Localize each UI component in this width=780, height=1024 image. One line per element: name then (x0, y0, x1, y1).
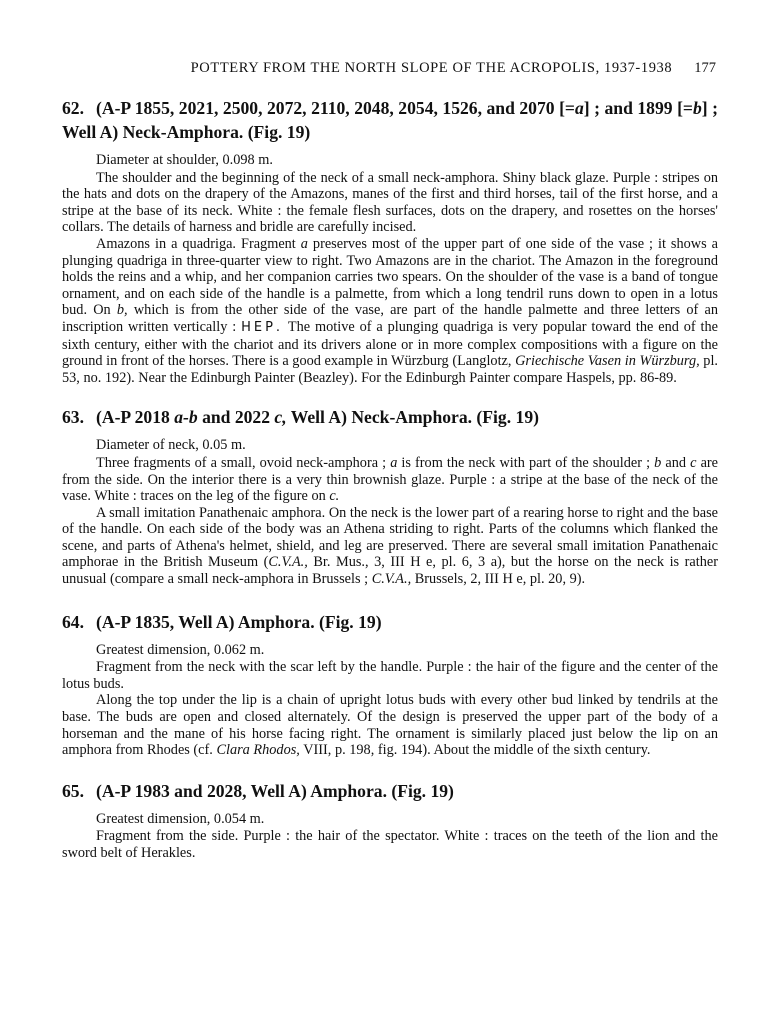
catalogue-entry-62 (62, 96, 718, 386)
dimension-line: Diameter at shoulder, 0.098 m. (96, 152, 273, 168)
entry-heading: 65. (A-P 1983 and 2028, Well A) Amphora. (Fig. 19) (62, 780, 454, 801)
entry-heading: 64. (A-P 1835, Well A) Amphora. (Fig. 19) (62, 611, 382, 632)
inscription: ΗΕΡ. (241, 319, 284, 335)
catalogue-entry-64 (62, 610, 718, 759)
entry-body (62, 642, 718, 759)
page-number: 177 (694, 60, 716, 76)
entry-heading: 62. (A-P 1855, 2021, 2500, 2072, 2110, 2048, 2054, 1526, and 2070 [=a] ; and 1899 [=b] ; Well A) Neck-Amphora. (Fig. 19) (62, 98, 718, 142)
main-content (62, 96, 718, 876)
entry-number: 65. (62, 780, 84, 801)
entry-body (62, 152, 718, 386)
dimension-line: Greatest dimension, 0.054 m. (96, 810, 265, 827)
description-paragraph: Fragment from the side. Purple : the hair of the spectator. White : traces on the teeth of the lion and the sword belt of Herakles. (62, 828, 718, 861)
entry-body (62, 811, 718, 862)
entry-number: 62. (62, 98, 84, 118)
entry-number: 64. (62, 611, 84, 632)
description-paragraph: The shoulder and the beginning of the neck of a small neck-amphora. Shiny black glaze. Purple : stripes on the hats and dots on the drapery of the Amazons, manes of the first and third horses, tail of the first horse, and a stripe at the base of its neck. White : the female flesh surfaces, dots on the drapery, and rosettes on the horses' collars. The details of harness and bridle are carefully incised. (62, 169, 718, 236)
running-head-title: POTTERY FROM THE NORTH SLOPE OF THE ACROPOLIS, 1937-1938 (190, 60, 673, 76)
dimension-line: Diameter of neck, 0.05 m. (96, 437, 246, 454)
entry-heading: 63. (A-P 2018 a-b and 2022 c, Well A) Neck-Amphora. (Fig. 19) (62, 407, 539, 428)
discussion-paragraph: Amazons in a quadriga. Fragment a preserves most of the upper part of one side of the vase ; it shows a plunging quadriga in three-quarter view to right. Two Amazons are in the chariot. The Amazon in the foreground holds the reins and a whip, and her companion carries two spears. On the shoulder of the vase is a band of tongue ornament, and on each side of the handle is a palmette, from which a long tendril runs down to open in a lotus bud. On b, which is from the other side of the vase, are part of the handle palmette and three letters of an inscription written vertically : ΗΕΡ. The motive of a plunging quadriga is very popular toward the end of the sixth century, either with the chariot and its drivers alone or in more complex compositions with a figure on the ground in front of the horses. There is a good example in Würzburg (Langlotz, Griechische Vasen in Würzburg, pl. 53, no. 192). Near the Edinburgh Painter (Beazley). For the Edinburgh Painter compare Haspels, pp. 86-89. (62, 235, 719, 386)
discussion-paragraph: Along the top under the lip is a chain of upright lotus buds with every other bud linked by tendrils at the base. The buds are open and closed alternately. Of the design is preserved the upper part of the body of a horseman and the mane of his horse facing right. The ornament is similarly placed just below the lip on an amphora from Rhodes (cf. Clara Rhodos, VIII, p. 198, fig. 194). About the middle of the sixth century. (62, 692, 718, 759)
discussion-paragraph: A small imitation Panathenaic amphora. On the neck is the lower part of a rearing horse to right and the base of the handle. On each side of the body was an Athena striding to right. Parts of the columns which flanked the scene, and parts of Athena's helmet, shield, and leg are preserved. There are several small imitation Panathenaic amphorae in the British Museum (C.V.A., Br. Mus., 3, III H e, pl. 6, 3 a), but the horse on the neck is rather unusual (compare a small neck-amphora in Brussels ; C.V.A., Brussels, 2, III H e, pl. 20, 9). (62, 504, 718, 588)
catalogue-entry-63 (62, 405, 718, 587)
dimension-line: Greatest dimension, 0.062 m. (96, 641, 265, 658)
description-paragraph: Three fragments of a small, ovoid neck-amphora ; a is from the neck with part of the shoulder ; b and c are from the side. On the interior there is a very thin brownish glaze. Purple : a stripe at the base of the neck of the vase. White : traces on the leg of the figure on c. (62, 454, 719, 505)
catalogue-entry-65 (62, 779, 718, 862)
running-head (0, 60, 716, 77)
entry-body (62, 437, 718, 587)
description-paragraph: Fragment from the neck with the scar left by the handle. Purple : the hair of the figure and the center of the lotus buds. (62, 659, 718, 692)
entry-number: 63. (62, 407, 84, 428)
